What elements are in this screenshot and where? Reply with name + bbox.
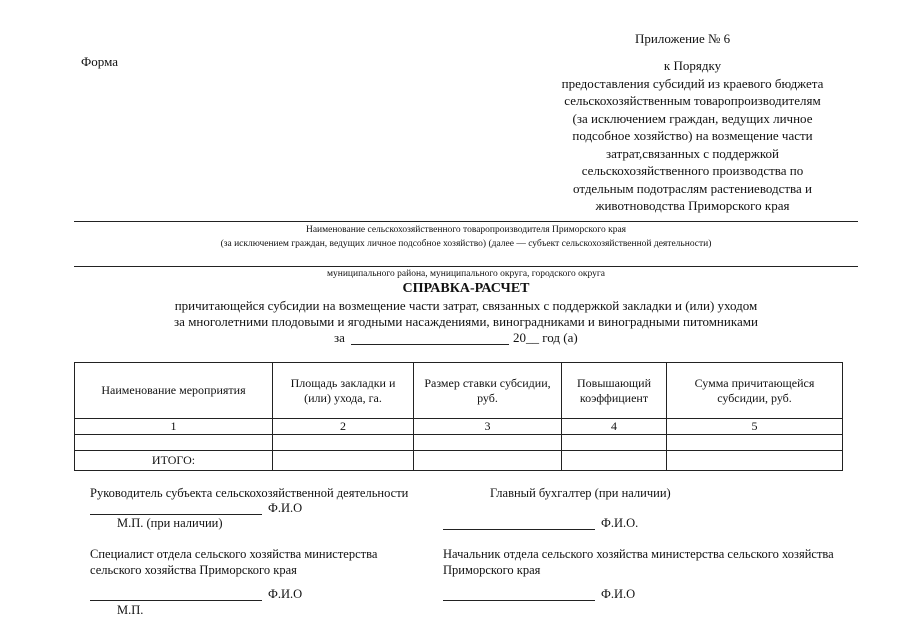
- accountant-fio: Ф.И.О.: [601, 516, 639, 530]
- stamp-optional-label: М.П. (при наличии): [117, 516, 223, 530]
- table-number-row: [75, 419, 843, 435]
- appendix-line: затрат,связанных с поддержкой: [605, 145, 779, 161]
- column-number: 5: [667, 419, 843, 435]
- period-year: 20__ год (а): [513, 330, 578, 345]
- specialist-signature-line[interactable]: [90, 600, 262, 601]
- appendix-line: отдельным подотраслям растениеводства и: [572, 180, 812, 196]
- column-number: 3: [414, 419, 562, 435]
- column-header: Площадь закладки и (или) ухода, га.: [273, 363, 414, 419]
- column-header: Повышающий коэффициент: [562, 363, 667, 419]
- chief-fio: Ф.И.О: [601, 587, 636, 601]
- producer-name-line[interactable]: [74, 221, 858, 222]
- total-label: ИТОГО:: [75, 451, 273, 471]
- chief-label-2: Приморского края: [443, 563, 541, 577]
- appendix-line: подсобное хозяйство) на возмещение части: [572, 128, 813, 143]
- title-line-1: причитающейся субсидии на возмещение части затрат, связанных с поддержкой закладки и (или) уходом: [174, 298, 758, 313]
- stamp-label: М.П.: [117, 603, 144, 617]
- head-fio: Ф.И.О: [268, 501, 303, 515]
- appendix-line: к Порядку: [663, 58, 722, 73]
- column-header: Наименование мероприятия: [75, 363, 273, 419]
- appendix-line: животноводства Приморского края: [595, 198, 790, 213]
- table-cell[interactable]: [667, 435, 843, 451]
- accountant-signature-label: Главный бухгалтер (при наличии): [490, 486, 671, 500]
- column-number: 1: [75, 419, 273, 435]
- appendix-line: (за исключением граждан, ведущих личное: [572, 110, 813, 126]
- table-cell[interactable]: [562, 451, 667, 471]
- table-cell[interactable]: [667, 451, 843, 471]
- column-header: Сумма причитающейся субсидии, руб.: [667, 363, 843, 419]
- chief-signature-line[interactable]: [443, 600, 595, 601]
- period-prefix: за: [334, 330, 345, 345]
- head-signature-label: Руководитель субъекта сельскохозяйственной деятельности: [90, 486, 409, 500]
- producer-caption-1: Наименование сельскохозяйственного товаропроизводителя Приморского края: [305, 225, 627, 235]
- table-total-row: [75, 451, 843, 471]
- table-header-row: [75, 363, 843, 419]
- table-cell[interactable]: [273, 451, 414, 471]
- chief-label-1: Начальник отдела сельского хозяйства министерства сельского хозяйства: [443, 547, 834, 561]
- specialist-label-2: сельского хозяйства Приморского края: [90, 563, 297, 577]
- head-signature-line[interactable]: [90, 514, 262, 515]
- specialist-fio: Ф.И.О: [268, 587, 303, 601]
- district-line[interactable]: [74, 266, 858, 267]
- period-input-line[interactable]: [351, 344, 509, 345]
- specialist-label-1: Специалист отдела сельского хозяйства министерства: [90, 547, 378, 561]
- appendix-line: сельскохозяйственного производства по: [581, 163, 804, 178]
- appendix-reference-text: [520, 57, 865, 215]
- appendix-line: предоставления субсидий из краевого бюджета: [561, 75, 824, 91]
- appendix-line: сельскохозяйственным товаропроизводителям: [564, 93, 821, 108]
- column-header: Размер ставки субсидии, руб.: [414, 363, 562, 419]
- calculation-table: [74, 362, 843, 471]
- table-cell[interactable]: [273, 435, 414, 451]
- appendix-number: Приложение № 6: [635, 31, 731, 46]
- district-caption: муниципального района, муниципального округа, городского округа: [326, 269, 605, 279]
- table-cell[interactable]: [562, 435, 667, 451]
- document-title: СПРАВКА-РАСЧЕТ: [402, 281, 530, 296]
- form-label: Форма: [81, 54, 118, 69]
- producer-caption-2: (за исключением граждан, ведущих личное подсобное хозяйство) (далее — субъект сельскохозяйственной деятельности): [220, 239, 712, 249]
- accountant-signature-line[interactable]: [443, 529, 595, 530]
- title-line-2: за многолетними плодовыми и ягодными насаждениями, виноградниками и виноградными питомниками: [174, 314, 758, 329]
- column-number: 2: [273, 419, 414, 435]
- table-row: [75, 435, 843, 451]
- table-cell[interactable]: [414, 451, 562, 471]
- table-cell[interactable]: [75, 435, 273, 451]
- table-cell[interactable]: [414, 435, 562, 451]
- column-number: 4: [562, 419, 667, 435]
